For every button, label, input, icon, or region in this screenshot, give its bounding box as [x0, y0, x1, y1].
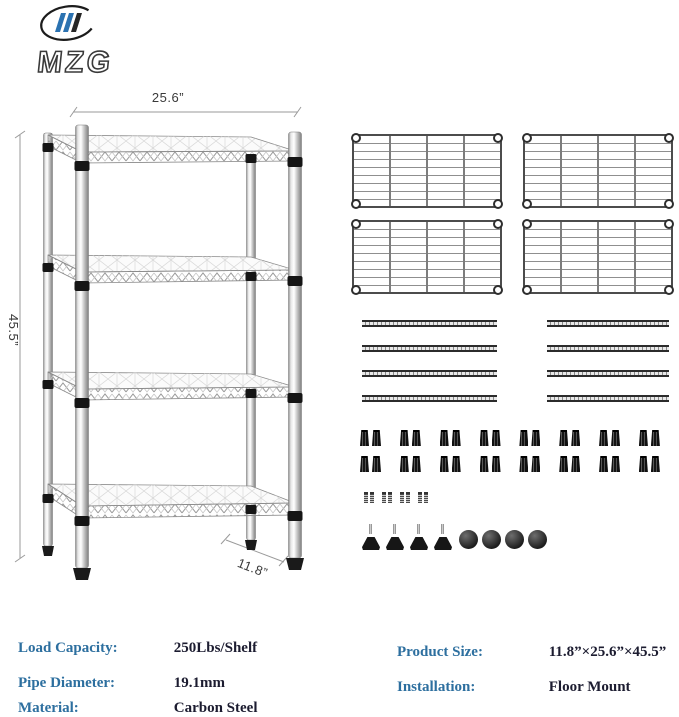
part-sleeve-clip — [480, 430, 489, 446]
spec-value: Carbon Steel — [173, 700, 258, 716]
foot-stem — [393, 524, 396, 534]
part-screw — [400, 492, 404, 503]
front-pole-collars — [75, 157, 303, 526]
part-sleeve-clip — [372, 456, 381, 472]
parts-poles-grid — [362, 320, 669, 402]
foot-cone — [362, 537, 380, 550]
foot-cone — [386, 537, 404, 550]
part-pole — [547, 320, 669, 327]
sleeve-pair — [639, 430, 660, 446]
part-pole — [547, 345, 669, 352]
foot-stem — [369, 524, 372, 534]
shelf-corner-ring-icon — [351, 219, 361, 229]
shelf-corner-ring-icon — [664, 285, 674, 295]
part-foot-cap — [528, 530, 547, 549]
part-leveling-foot — [434, 524, 452, 551]
spec-label: Installation: — [397, 679, 476, 695]
sleeve-pair — [639, 456, 660, 472]
product-diagram — [0, 85, 335, 585]
part-sleeve-clip — [452, 456, 461, 472]
part-screw — [370, 492, 374, 503]
back-pole-collars — [43, 143, 257, 514]
part-sleeve-clip — [571, 456, 580, 472]
shelf-corner-ring-icon — [522, 199, 532, 209]
spec-label: Product Size: — [397, 644, 483, 660]
sleeve-pair — [440, 430, 461, 446]
brand-logo — [28, 0, 128, 80]
spec-installation — [397, 679, 631, 696]
spec-load-capacity — [18, 640, 257, 657]
height-dimension — [6, 131, 25, 562]
spec-label: Material: — [18, 700, 79, 716]
part-sleeve-clip — [611, 430, 620, 446]
parts-sleeves — [360, 430, 660, 472]
sleeve-pair — [559, 430, 580, 446]
shelf-corner-ring-icon — [664, 219, 674, 229]
sleeve-pair — [519, 430, 540, 446]
parts-screws — [364, 492, 428, 503]
sleeve-pair — [559, 456, 580, 472]
part-sleeve-clip — [400, 456, 409, 472]
part-wire-shelf — [352, 220, 502, 294]
foot-cone — [410, 537, 428, 550]
sleeve-pair — [360, 430, 381, 446]
part-wire-shelf — [523, 134, 673, 208]
screw-pair — [400, 492, 410, 503]
part-sleeve-clip — [412, 456, 421, 472]
part-sleeve-clip — [559, 430, 568, 446]
width-dimension-label: 25.6” — [151, 90, 185, 105]
part-pole — [547, 370, 669, 377]
part-sleeve-clip — [599, 456, 608, 472]
part-sleeve-clip — [452, 430, 461, 446]
part-screw — [424, 492, 428, 503]
part-foot-cap — [482, 530, 501, 549]
screw-pair — [382, 492, 392, 503]
sleeve-row — [360, 456, 660, 472]
spec-value: 19.1mm — [173, 675, 225, 691]
shelf-corner-ring-icon — [493, 219, 503, 229]
part-sleeve-clip — [639, 430, 648, 446]
part-screw — [406, 492, 410, 503]
brand-wordmark: MZG — [35, 46, 115, 79]
part-sleeve-clip — [400, 430, 409, 446]
part-sleeve-clip — [519, 456, 528, 472]
foot-cone — [434, 537, 452, 550]
part-sleeve-clip — [559, 456, 568, 472]
sleeve-row — [360, 430, 660, 446]
part-sleeve-clip — [440, 430, 449, 446]
spec-value: 11.8”×25.6”×45.5” — [548, 644, 667, 660]
part-sleeve-clip — [372, 430, 381, 446]
spec-label: Load Capacity: — [18, 640, 118, 656]
shelf-corner-ring-icon — [351, 199, 361, 209]
part-sleeve-clip — [412, 430, 421, 446]
parts-shelves-grid — [352, 134, 673, 294]
part-screw — [382, 492, 386, 503]
depth-dimension-label: 11.8” — [235, 555, 270, 581]
height-dimension-label: 45.5” — [6, 313, 21, 347]
spec-value: 250Lbs/Shelf — [173, 640, 258, 656]
screw-pair — [364, 492, 374, 503]
sleeve-pair — [599, 430, 620, 446]
sleeve-pair — [519, 456, 540, 472]
part-sleeve-clip — [519, 430, 528, 446]
sleeve-pair — [440, 456, 461, 472]
part-pole — [547, 395, 669, 402]
part-pole — [362, 320, 497, 327]
part-leveling-foot — [362, 524, 380, 551]
part-sleeve-clip — [360, 430, 369, 446]
width-dimension — [70, 90, 301, 117]
part-foot-cap — [505, 530, 524, 549]
part-sleeve-clip — [571, 430, 580, 446]
spec-product-size — [397, 644, 666, 661]
sleeve-pair — [480, 456, 501, 472]
sleeve-pair — [400, 456, 421, 472]
part-sleeve-clip — [480, 456, 489, 472]
part-sleeve-clip — [492, 456, 501, 472]
part-foot-cap — [459, 530, 478, 549]
shelf-corner-ring-icon — [493, 199, 503, 209]
shelf-corner-ring-icon — [351, 285, 361, 295]
shelf-corner-ring-icon — [664, 199, 674, 209]
shelf-corner-ring-icon — [493, 133, 503, 143]
part-wire-shelf — [352, 134, 502, 208]
logo-ellipse-m-icon — [39, 2, 97, 43]
part-sleeve-clip — [599, 430, 608, 446]
spec-material — [18, 700, 258, 717]
shelf-corner-ring-icon — [522, 285, 532, 295]
shelf-corner-ring-icon — [522, 219, 532, 229]
sleeve-pair — [400, 430, 421, 446]
part-sleeve-clip — [360, 456, 369, 472]
part-pole — [362, 370, 497, 377]
part-sleeve-clip — [531, 456, 540, 472]
part-sleeve-clip — [611, 456, 620, 472]
foot-stem — [417, 524, 420, 534]
part-sleeve-clip — [492, 430, 501, 446]
shelf-corner-ring-icon — [493, 285, 503, 295]
part-leveling-foot — [386, 524, 404, 551]
part-sleeve-clip — [651, 430, 660, 446]
screw-pair — [418, 492, 428, 503]
part-sleeve-clip — [651, 456, 660, 472]
spec-pipe-diameter — [18, 675, 225, 692]
part-screw — [418, 492, 422, 503]
part-sleeve-clip — [531, 430, 540, 446]
part-pole — [362, 345, 497, 352]
foot-stem — [441, 524, 444, 534]
part-sleeve-clip — [440, 456, 449, 472]
shelf-corner-ring-icon — [664, 133, 674, 143]
part-wire-shelf — [523, 220, 673, 294]
part-screw — [364, 492, 368, 503]
part-screw — [388, 492, 392, 503]
spec-value: Floor Mount — [548, 679, 631, 695]
parts-leveling-feet — [362, 524, 452, 551]
sleeve-pair — [360, 456, 381, 472]
parts-foot-caps — [459, 530, 547, 549]
sleeve-pair — [599, 456, 620, 472]
part-leveling-foot — [410, 524, 428, 551]
shelf-corner-ring-icon — [351, 133, 361, 143]
part-pole — [362, 395, 497, 402]
shelf-corner-ring-icon — [522, 133, 532, 143]
spec-label: Pipe Diameter: — [18, 675, 116, 691]
sleeve-pair — [480, 430, 501, 446]
part-sleeve-clip — [639, 456, 648, 472]
